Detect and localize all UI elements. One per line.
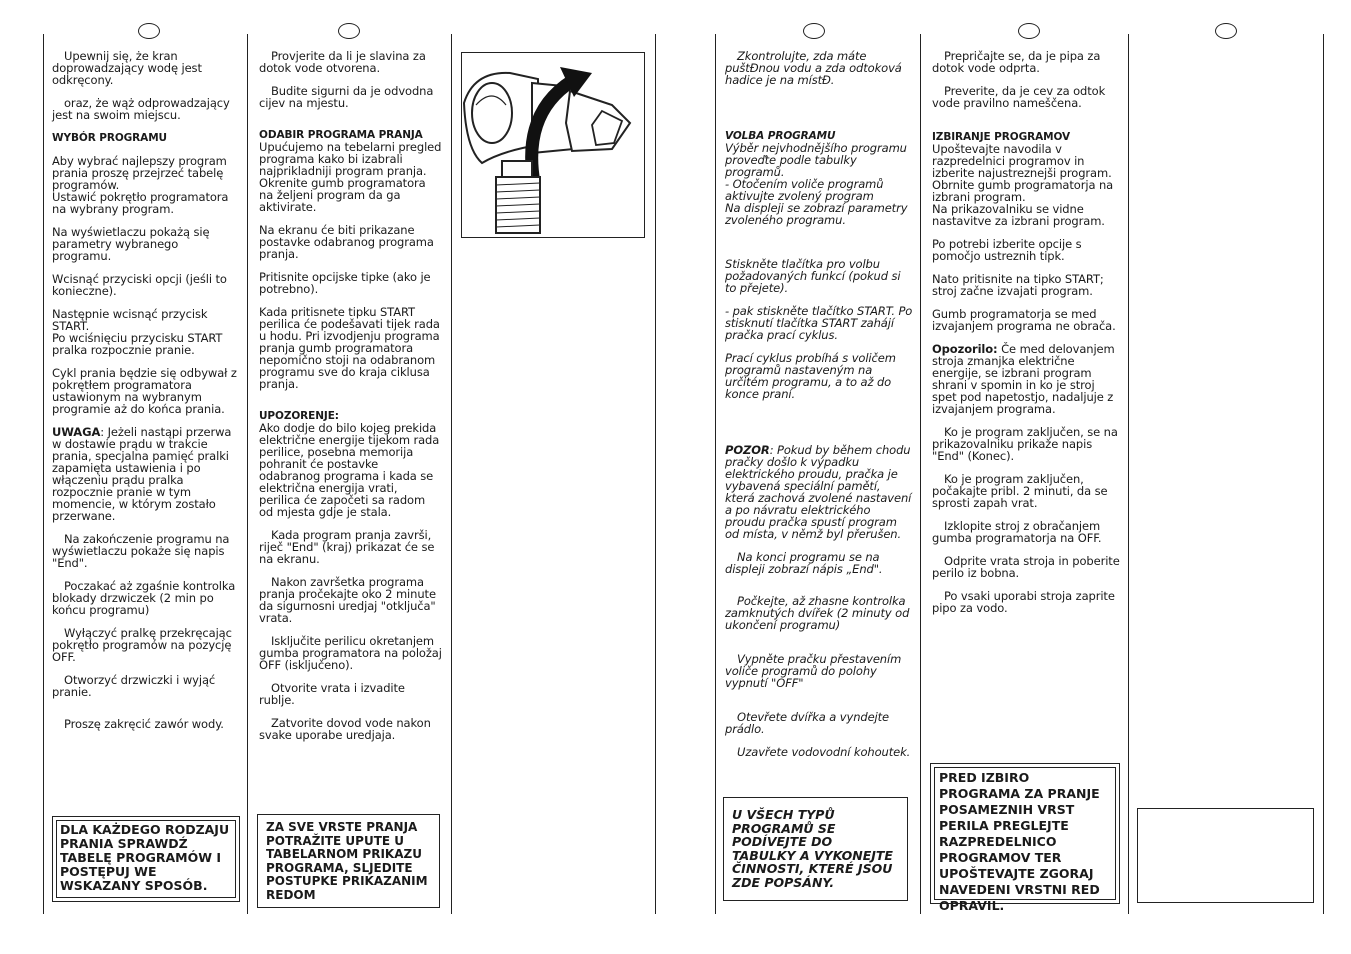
sl-paragraph: Izklopite stroj z obračanjem gumba programatorja na OFF.	[932, 519, 1102, 545]
hr-paragraph: Kada program pranja završi, riječ "End" (kraj) prikazat će se na ekranu.	[259, 528, 435, 566]
cz-paragraph: Na konci programu se na displeji zobrazí nápis „End".	[725, 550, 883, 576]
cz-notice-box: U VŠECH TYPŮ PROGRAMŮ SE PODÍVEJTE DO TABULKY A VYKONEJTE ČINNOSTI, KTERÉ JSOU ZDE POPSÁNY.	[723, 797, 908, 901]
pl-paragraph: Proszę zakręcić zawór wody.	[64, 717, 224, 731]
sl-paragraph: Prepričajte se, da je pipa za dotok vode odprta.	[932, 49, 1101, 75]
column-divider	[451, 34, 452, 914]
language-circle-icon	[138, 23, 160, 39]
sl-paragraph: Gumb programatorja se med izvajanjem programa ne obrača.	[932, 307, 1116, 333]
cz-paragraph: Uzavřete vodovodní kohoutek.	[737, 745, 911, 759]
pl-paragraph: Aby wybrać najlepszy program prania proszę przejrzeć tabelę programów. Ustawić pokrętło programatora na wybrany program.	[52, 154, 229, 216]
cz-paragraph: Otevřete dvířka a vyndejte prádlo.	[725, 710, 890, 736]
pl-paragraph: Otworzyć drzwiczki i wyjąć pranie.	[52, 673, 216, 699]
faucet-tap-icon	[462, 53, 644, 237]
hr-paragraph: Zatvorite dovod vode nakon svake uporabe uredjaja.	[259, 716, 431, 742]
hr-paragraph: Kada pritisnete tipku START perilica će podešavati tijek rada u hodu. Pri izvodjenju programa pranja gumb programatora nepomično stoji na odabranom programu sve do kraja ciklusa pranja.	[259, 305, 440, 391]
hr-paragraph: Pritisnite opcijske tipke (ako je potrebno).	[259, 270, 431, 296]
column-divider	[247, 34, 248, 914]
cz-paragraph: Zkontrolujte, zda máte puštĐnou vodu a zda odtoková hadice je na místĐ.	[725, 49, 902, 87]
croatian-column	[259, 50, 442, 752]
cz-paragraph: Stiskněte tlačítka pro volbu požadovaných funkcí (pokud si to přejete).	[725, 257, 901, 295]
pl-heading: WYBÓR PROGRAMU	[52, 132, 167, 144]
sl-paragraph: Upoštevajte navodila v razpredelnici programov in izberite najustreznejši program. Obrnite gumb programatorja na izbrani program. Na prikazovalniku se vidne nastavitve za izbrani program.	[932, 142, 1114, 228]
sl-paragraph: Ko je program zaključen, počakajte pribl. 2 minuti, da se sprosti zapah vrat.	[932, 472, 1108, 510]
cz-heading: VOLBA PROGRAMU	[725, 130, 836, 142]
column-divider	[1323, 34, 1324, 914]
sl-paragraph: Nato pritisnite na tipko START; stroj začne izvajati program.	[932, 272, 1104, 298]
faucet-illustration	[461, 52, 645, 238]
sl-paragraph: Ko je program zaključen, se na prikazovalniku prikaže napis "End" (Konec).	[932, 425, 1118, 463]
language-circle-icon	[1215, 23, 1237, 39]
language-circle-icon	[803, 23, 825, 39]
hr-paragraph: Nakon završetka programa pranja pročekajte oko 2 minute da sigurnosni uredjaj "otključa" vrata.	[259, 575, 436, 625]
pl-paragraph: Wyłączyć pralkę przekręcając pokrętło programów na pozycję OFF.	[52, 626, 232, 664]
pl-paragraph: Na zakończenie programu na wyświetlaczu pokaże się napis "End".	[52, 532, 230, 570]
hr-warning-text: Ako dodje do bilo kojeg prekida električne energije tijekom rada perilice, posebna memorija pohranit će postavke odabranog programa i kada se električna energija vrati, perilica će započeti sa radom od mjesta gdje je stala.	[259, 421, 440, 519]
sl-paragraph: Odprite vrata stroja in poberite perilo iz bobna.	[932, 554, 1120, 580]
hr-warning-label: UPOZORENJE:	[259, 410, 339, 422]
sl-paragraph: Po vsaki uporabi stroja zaprite pipo za vodo.	[932, 589, 1115, 615]
cz-paragraph: Vypněte pračku přestavením voliče programů do polohy vypnutí "OFF"	[725, 652, 902, 690]
pl-paragraph: oraz, że wąż odprowadzający jest na swoim miejscu.	[52, 96, 230, 122]
column-divider	[920, 34, 921, 914]
cz-paragraph: - pak stiskněte tlačítko START. Po stisknutí tlačítka START zahájí pračka prací cyklus.	[725, 304, 913, 342]
hr-paragraph: Na ekranu će biti prikazane postavke odabranog programa pranja.	[259, 223, 434, 261]
cz-paragraph: Počkejte, až zhasne kontrolka zamknutých dvířek (2 minuty od ukončení programu)	[725, 594, 910, 632]
cz-paragraph: Prací cyklus probíhá s voličem programů nastaveným na určitém programu, a to až do konce praní.	[725, 351, 896, 401]
pl-paragraph: Upewnij się, że kran doprowadzający wodę jest odkręcony.	[52, 49, 202, 87]
hr-notice-box: ZA SVE VRSTE PRANJA POTRAŽITE UPUTE U TABELARNOM PRIKAZU PROGRAMA, SLJEDITE POSTUPKE PRIKAZANIM REDOM	[257, 814, 440, 908]
czech-column	[725, 50, 913, 769]
column-divider	[715, 34, 716, 914]
column-divider	[655, 34, 656, 914]
hr-heading: ODABIR PROGRAMA PRANJA	[259, 129, 423, 141]
sl-paragraph: Po potrebi izberite opcije s pomočjo ustreznih tipk.	[932, 237, 1082, 263]
hr-paragraph: Budite sigurni da je odvodna cijev na mjestu.	[259, 84, 434, 110]
hr-paragraph: Isključite perilicu okretanjem gumba programatora na položaj OFF (isključeno).	[259, 634, 442, 672]
pl-paragraph: Poczakać aż zgaśnie kontrolka blokady drzwiczek (2 min po końcu programu)	[52, 579, 236, 617]
empty-box	[1137, 808, 1314, 903]
language-circle-icon	[338, 23, 360, 39]
cz-warning: POZOR: Pokud by během chodu pračky došlo k výpadku elektrického proudu, pračka je vybavená speciální pamětí, která zachová zvolené nastavení a po návratu elektrického proudu pračka spustí program od místa, v němž byl přerušen.	[725, 443, 912, 541]
sl-notice-box: PRED IZBIRO PROGRAMA ZA PRANJE POSAMEZNIH VRST PERILA PREGLEJTE RAZPREDELNICO PROGRAMOV TER UPOŠTEVAJTE ZGORAJ NAVEDENI VRSTNI RED OPRAVIL.	[930, 763, 1120, 904]
hr-paragraph: Otvorite vrata i izvadite rublje.	[259, 681, 405, 707]
slovenian-column	[932, 50, 1120, 625]
pl-paragraph: Wcisnąć przyciski opcji (jeśli to konieczne).	[52, 272, 227, 298]
pl-paragraph: Na wyświetlaczu pokażą się parametry wybranego programu.	[52, 225, 210, 263]
hr-paragraph: Upućujemo na tebelarni pregled programa kako bi izabrali najprikladniji program pranja. Okrenite gumb programatora na željeni program da ga aktivirate.	[259, 140, 442, 214]
sl-warning: Opozorilo: Če med delovanjem stroja zmanjka električne energije, se izbrani program shrani v spomin in ko je stroj spet pod napetostjo, nadaljuje z izvajanjem programa.	[932, 342, 1115, 416]
column-divider	[43, 34, 44, 914]
polish-column	[52, 50, 240, 741]
sl-paragraph: Preverite, da je cev za odtok vode pravilno nameščena.	[932, 84, 1106, 110]
hr-paragraph: Provjerite da li je slavina za dotok vode otvorena.	[259, 49, 426, 75]
language-circle-icon	[1018, 23, 1040, 39]
pl-warning: UWAGA: Jeżeli nastąpi przerwa w dostawie prądu w trakcie prania, specjalna pamięć pralki zapamięta ustawienia i po włączeniu prądu pralka rozpocznie pranie w tym momencie, w którym zostało przerwane.	[52, 425, 232, 523]
cz-paragraph: Výběr nejvhodnějšího programu proveďte podle tabulky programů. - Otočením voliče programů aktivujte zvolený program Na displeji se zobrazí parametry zvoleného programu.	[725, 141, 908, 227]
pl-paragraph: Następnie wcisnąć przycisk START. Po wciśnięciu przycisku START pralka rozpocznie pranie.	[52, 307, 223, 357]
sl-heading: IZBIRANJE PROGRAMOV	[932, 131, 1071, 143]
pl-paragraph: Cykl prania będzie się odbywał z pokrętłem programatora ustawionym na wybranym programie aż do końca prania.	[52, 366, 237, 416]
column-divider	[1128, 34, 1129, 914]
pl-notice-box: DLA KAŻDEGO RODZAJU PRANIA SPRAWDŹ TABELĘ PROGRAMÓW I POSTĘPUJ WE WSKAZANY SPOSÓB.	[52, 816, 240, 902]
